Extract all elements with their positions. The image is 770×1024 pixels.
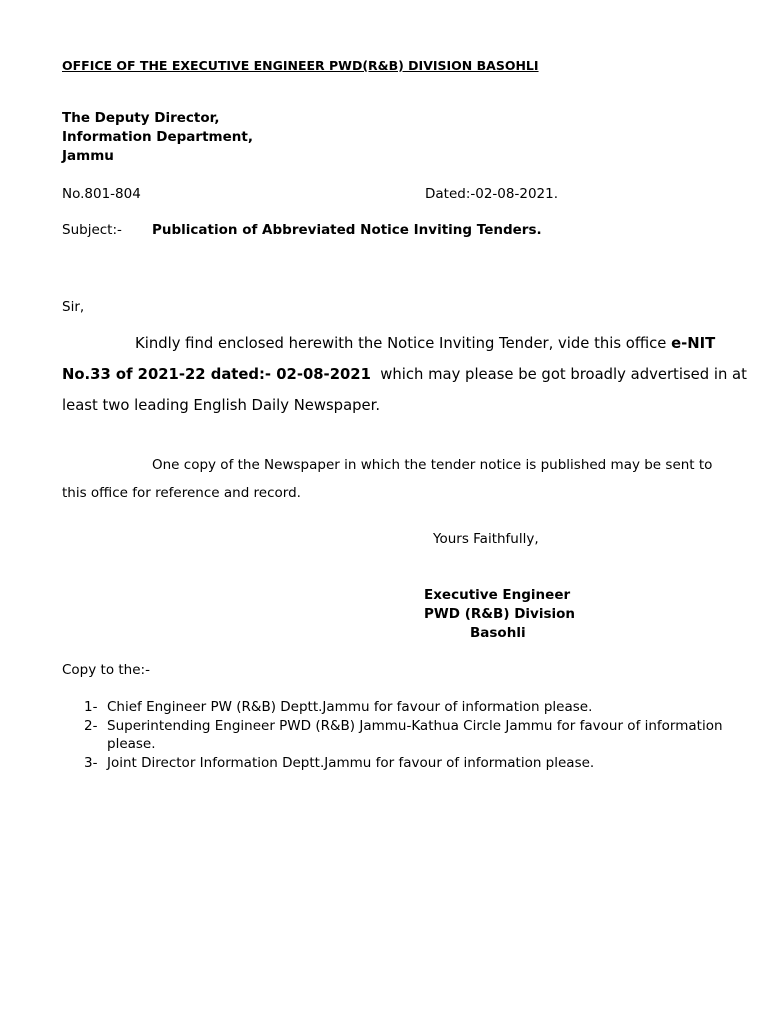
paragraph1-text-cont: which may please be got broadly advertised in at (380, 366, 747, 383)
paragraph2-line2: this office for reference and record. (62, 485, 301, 501)
list-item: 3- Joint Director Information Deptt.Jammu for favour of information please. (84, 754, 595, 771)
enit-label: e-NIT (671, 335, 716, 352)
letter-number: No.801-804 (62, 186, 141, 202)
copy-to-list (62, 698, 732, 772)
addressee-title: The Deputy Director, (62, 110, 220, 126)
salutation: Sir, (62, 299, 85, 315)
signature-division: PWD (R&B) Division (424, 606, 575, 622)
addressee-department: Information Department, (62, 129, 253, 145)
paragraph2-line1: One copy of the Newspaper in which the tender notice is published may be sent to (152, 457, 713, 473)
addressee-city: Jammu (62, 148, 114, 164)
closing: Yours Faithfully, (433, 531, 539, 547)
list-item: 1- Chief Engineer PW (R&B) Deptt.Jammu for favour of information please. (84, 699, 593, 715)
subject-label: Subject:- (62, 222, 122, 238)
office-heading: OFFICE OF THE EXECUTIVE ENGINEER PWD(R&B) DIVISION BASOHLI (62, 58, 539, 73)
paragraph1-line2 (62, 366, 747, 383)
paragraph1-line1 (135, 335, 715, 352)
paragraph1-line3: least two leading English Daily Newspaper. (62, 397, 381, 414)
subject-text: Publication of Abbreviated Notice Inviting Tenders. (152, 222, 542, 238)
enit-number: No.33 of 2021-22 dated:- 02-08-2021 (62, 366, 371, 383)
signature-title: Executive Engineer (424, 587, 571, 603)
signature-place: Basohli (470, 625, 526, 641)
paragraph1-text: Kindly find enclosed herewith the Notice Inviting Tender, vide this office (135, 335, 672, 352)
list-item: 2- Superintending Engineer PWD (R&B) Jammu-Kathua Circle Jammu for favour of information please. (84, 717, 723, 752)
copy-to-label: Copy to the:- (62, 662, 150, 678)
letter-date: Dated:-02-08-2021. (425, 186, 559, 202)
